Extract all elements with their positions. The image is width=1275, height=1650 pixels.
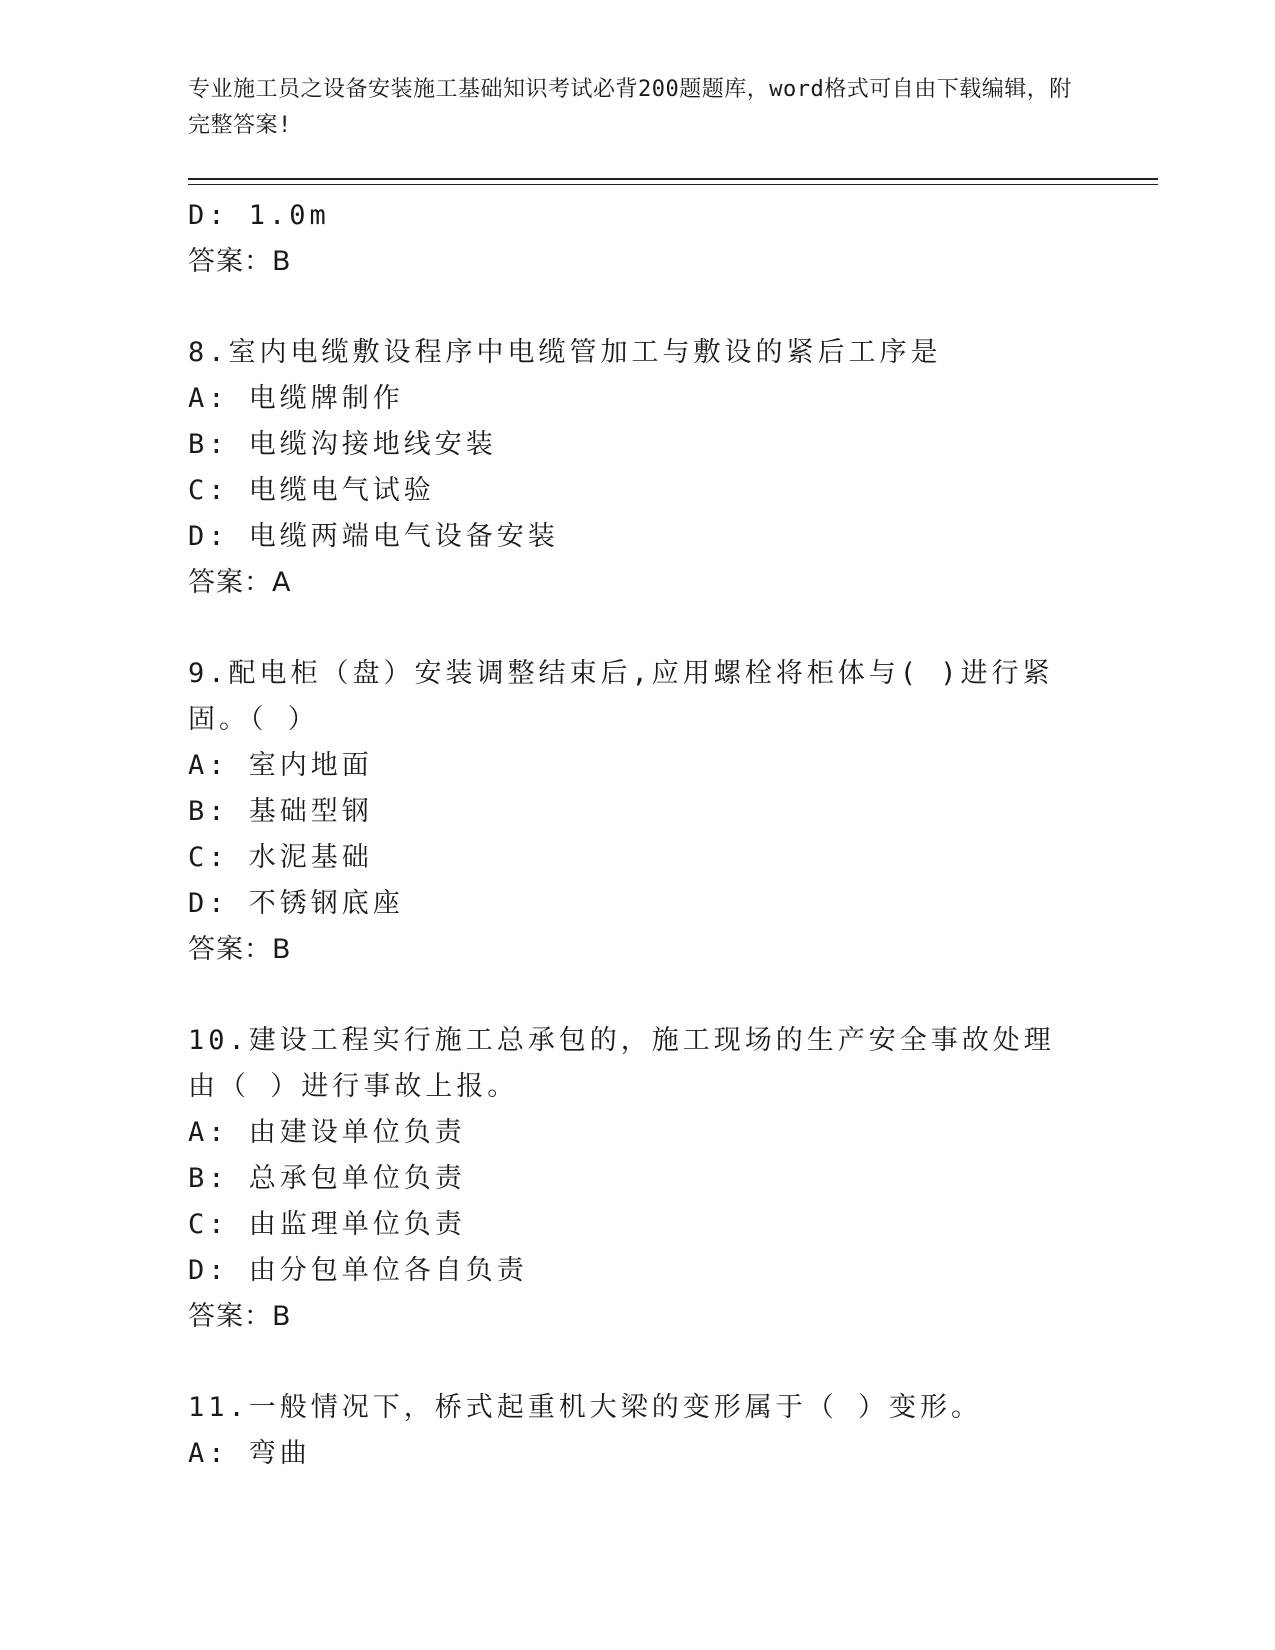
question-11 [188, 1385, 1068, 1477]
answer-line: 答案：B [188, 1301, 292, 1332]
question-10 [188, 1018, 1068, 1340]
option-d: D: 由分包单位各自负责 [188, 1255, 528, 1286]
option-c: C: 水泥基础 [188, 842, 373, 873]
option-a: A: 由建设单位负责 [188, 1117, 466, 1148]
document-header: 专业施工员之设备安装施工基础知识考试必背200题题库，word格式可自由下载编辑，附完整答案! [188, 77, 1072, 138]
question-9 [188, 651, 1068, 973]
question-stem: 11.一般情况下，桥式起重机大梁的变形属于（ ）变形。 [188, 1392, 983, 1423]
option-a: A: 弯曲 [188, 1438, 311, 1469]
header-divider-thin [188, 184, 1158, 185]
option-b: B: 电缆沟接地线安装 [188, 429, 497, 460]
option-d: D: 电缆两端电气设备安装 [188, 521, 559, 552]
answer-line: 答案：A [188, 567, 292, 598]
question-7-tail [188, 193, 1068, 285]
question-stem: 9.配电柜（盘）安装调整结束后,应用螺栓将柜体与( )进行紧固。（ ） [188, 658, 1054, 735]
option-a: A: 电缆牌制作 [188, 383, 404, 414]
answer-line: 答案：B [188, 934, 292, 965]
option-b: B: 基础型钢 [188, 796, 373, 827]
option-c: C: 电缆电气试验 [188, 475, 435, 506]
question-list [188, 193, 1068, 1477]
option-a: A: 室内地面 [188, 750, 373, 781]
question-stem: 10.建设工程实行施工总承包的，施工现场的生产安全事故处理由（ ）进行事故上报。 [188, 1025, 1055, 1102]
question-stem: 8.室内电缆敷设程序中电缆管加工与敷设的紧后工序是 [188, 337, 942, 368]
question-8 [188, 330, 1068, 606]
option-d: D: 不锈钢底座 [188, 888, 404, 919]
option-d: D: 1.0m [188, 200, 330, 231]
answer-line: 答案：B [188, 246, 292, 277]
option-c: C: 由监理单位负责 [188, 1209, 466, 1240]
option-b: B: 总承包单位负责 [188, 1163, 466, 1194]
header-divider-thick [188, 178, 1158, 180]
